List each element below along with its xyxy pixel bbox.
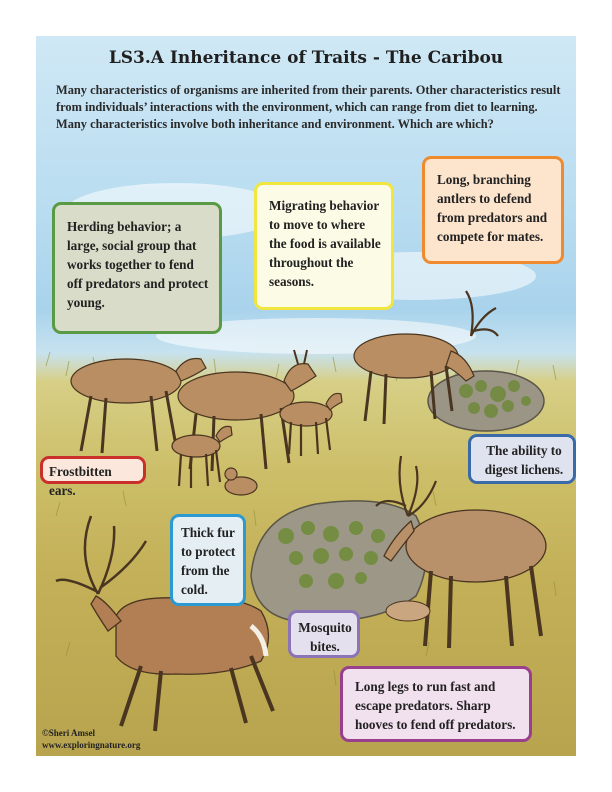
trait-box-lichens <box>468 434 576 484</box>
trait-box-fur <box>170 514 246 606</box>
lichen-rock-upper <box>428 371 544 431</box>
intro-paragraph: Many characteristics of organisms are inherited from their parents. Other characteristics result from individuals’ interactions with the environment, which can range from diet to learning. Many characteristics involve both inheritance and environment. Which are which? <box>56 83 561 131</box>
trait-text-fur: Thick fur to protect from the cold. <box>181 525 236 597</box>
trait-text-herding: Herding behavior; a large, social group that works together to fend off predators and protect young. <box>67 219 209 310</box>
trait-text-antlers: Long, branching antlers to defend from predators and compete for mates. <box>437 172 548 244</box>
page-title: LS3.A Inheritance of Traits - The Caribou <box>108 48 504 68</box>
trait-box-frostbitten <box>40 456 146 498</box>
trait-box-migrating <box>254 182 394 310</box>
trait-box-antlers <box>422 156 564 264</box>
trait-box-legs <box>340 666 532 742</box>
trait-box-mosquito <box>288 610 360 658</box>
trait-box-herding <box>52 202 222 334</box>
trait-text-mosquito: Mosquito bites. <box>298 620 352 654</box>
trait-text-lichens: The ability to digest lichens. <box>484 443 564 477</box>
trait-text-migrating: Migrating behavior to move to where the food is available throughout the seasons. <box>269 198 381 289</box>
trait-text-legs: Long legs to run fast and escape predators. Sharp hooves to fend off predators. <box>355 679 516 732</box>
caribou-resting-head <box>386 601 430 621</box>
trait-text-frostbitten: Frostbitten ears. <box>49 464 112 498</box>
worksheet-card <box>36 36 576 756</box>
author-credit: ©Sheri Amsel <box>42 728 95 738</box>
website-credit: www.exploringnature.org <box>42 740 141 750</box>
